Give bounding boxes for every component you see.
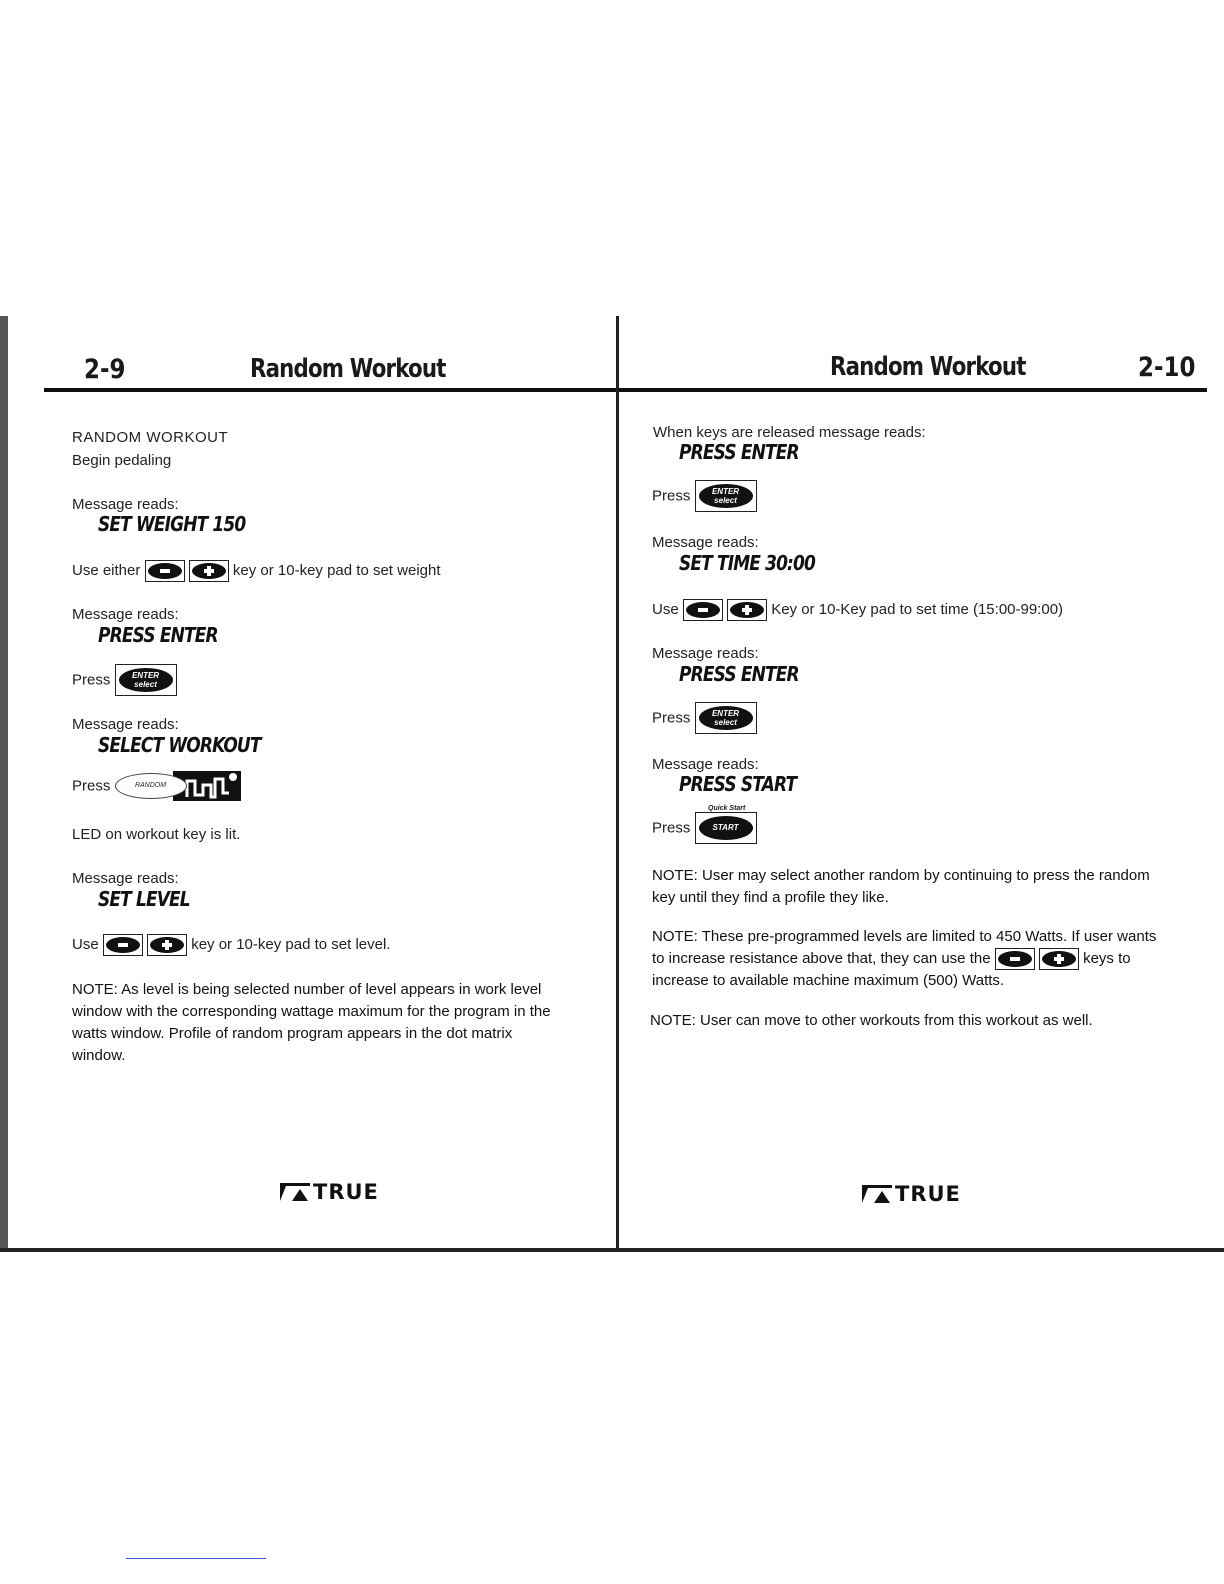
plus-key-icon <box>147 934 187 956</box>
true-logo-icon <box>280 1182 310 1206</box>
press-random-row <box>72 771 243 801</box>
true-logo <box>280 1180 379 1206</box>
minus-pill <box>106 937 140 953</box>
select-key-label: select <box>714 718 737 727</box>
page-edge-shadow <box>0 316 8 1251</box>
enter-pill <box>119 668 173 692</box>
true-logo <box>862 1182 961 1208</box>
footer-link-rule <box>126 1558 266 1559</box>
minus-key-icon <box>145 560 185 582</box>
plus-pill <box>192 563 226 579</box>
begin-text: Begin pedaling <box>72 452 172 469</box>
press-start-row <box>652 812 757 844</box>
enter-key-label: ENTER <box>711 709 740 718</box>
watts-note-text-a: NOTE: These pre-programmed levels are limited to 450 Watts. If user wants to increase resistance above that, they can use the <box>652 928 1157 967</box>
message-label: Message reads: <box>652 534 759 551</box>
press-text: Press <box>652 709 691 727</box>
message-label: Message reads: <box>72 716 179 733</box>
watts-note <box>652 926 1162 992</box>
plus-key-icon <box>189 560 229 582</box>
message-set-level: SET LEVEL <box>98 887 190 911</box>
other-workouts-note: NOTE: User can move to other workouts from this workout as well. <box>650 1012 1093 1029</box>
right-header-rule <box>619 388 1207 392</box>
message-press-enter: PRESS ENTER <box>679 440 799 464</box>
section-heading: RANDOM WORKOUT <box>72 429 229 446</box>
press-text: Press <box>72 777 111 795</box>
message-set-weight: SET WEIGHT 150 <box>98 512 246 536</box>
use-either-text: Use either <box>72 561 141 579</box>
plus-key-icon <box>1039 948 1079 970</box>
weight-instruction <box>72 560 441 582</box>
plus-pill <box>730 602 764 618</box>
message-label: Message reads: <box>72 870 179 887</box>
press-enter-row <box>652 480 757 512</box>
press-text: Press <box>72 671 111 689</box>
left-page-title: Random Workout <box>250 354 446 384</box>
random-key-label: RANDOM <box>115 773 187 799</box>
right-page-number: 2-10 <box>1138 352 1196 383</box>
true-logo-text: TRUE <box>313 1180 379 1204</box>
select-key-label: select <box>134 680 157 689</box>
message-select-workout: SELECT WORKOUT <box>98 733 261 757</box>
message-label: Message reads: <box>72 606 179 623</box>
released-text: When keys are released message reads: <box>653 424 926 441</box>
minus-key-icon <box>103 934 143 956</box>
page-gutter <box>616 316 619 1251</box>
level-instruction-text: key or 10-key pad to set level. <box>191 935 391 953</box>
minus-pill <box>148 563 182 579</box>
press-text: Press <box>652 487 691 505</box>
minus-key-icon <box>995 948 1035 970</box>
plus-pill <box>150 937 184 953</box>
enter-key-icon <box>695 702 757 734</box>
random-key-icon <box>115 771 243 801</box>
enter-key-label: ENTER <box>711 487 740 496</box>
press-enter-row <box>652 702 757 734</box>
select-key-label: select <box>714 496 737 505</box>
minus-pill <box>686 602 720 618</box>
message-label: Message reads: <box>652 645 759 662</box>
use-text: Use <box>652 600 679 618</box>
use-text: Use <box>72 935 99 953</box>
right-page-title: Random Workout <box>830 352 1026 382</box>
bottom-rule <box>0 1248 1224 1252</box>
press-text: Press <box>652 819 691 837</box>
message-label: Message reads: <box>72 496 179 513</box>
left-page-number: 2-9 <box>84 354 126 385</box>
press-enter-row <box>72 664 177 696</box>
start-pill: START <box>699 816 753 840</box>
watts-note-text-b: keys to increase to available machine maximum (500) Watts. <box>652 950 1131 990</box>
message-set-time: SET TIME 30:00 <box>679 551 815 575</box>
message-label: Message reads: <box>652 756 759 773</box>
minus-key-icon <box>683 599 723 621</box>
plus-key-icon <box>727 599 767 621</box>
message-press-start: PRESS START <box>679 772 797 796</box>
enter-key-icon <box>115 664 177 696</box>
random-note: NOTE: User may select another random by continuing to press the random key until they find a profile they like. <box>652 867 1150 906</box>
time-instruction-text: Key or 10-Key pad to set time (15:00-99:00) <box>771 600 1064 618</box>
message-press-enter: PRESS ENTER <box>98 623 218 647</box>
time-instruction <box>652 599 1063 621</box>
message-press-enter: PRESS ENTER <box>679 662 799 686</box>
plus-pill <box>1042 951 1076 967</box>
level-note: NOTE: As level is being selected number of level appears in work level window with the corresponding wattage maximum for the program in the watts window. Profile of random program appears in the dot matrix window. <box>72 981 551 1064</box>
start-key-icon <box>695 812 757 844</box>
left-header-rule <box>44 388 616 392</box>
true-logo-icon <box>862 1184 892 1208</box>
quick-start-label: Quick Start <box>708 805 746 812</box>
led-text: LED on workout key is lit. <box>72 826 241 843</box>
enter-key-icon <box>695 480 757 512</box>
enter-pill <box>699 484 753 508</box>
enter-pill <box>699 706 753 730</box>
level-instruction <box>72 934 390 956</box>
minus-pill <box>998 951 1032 967</box>
enter-key-label: ENTER <box>131 671 160 680</box>
weight-instruction-text: key or 10-key pad to set weight <box>232 561 441 579</box>
true-logo-text: TRUE <box>895 1182 961 1206</box>
